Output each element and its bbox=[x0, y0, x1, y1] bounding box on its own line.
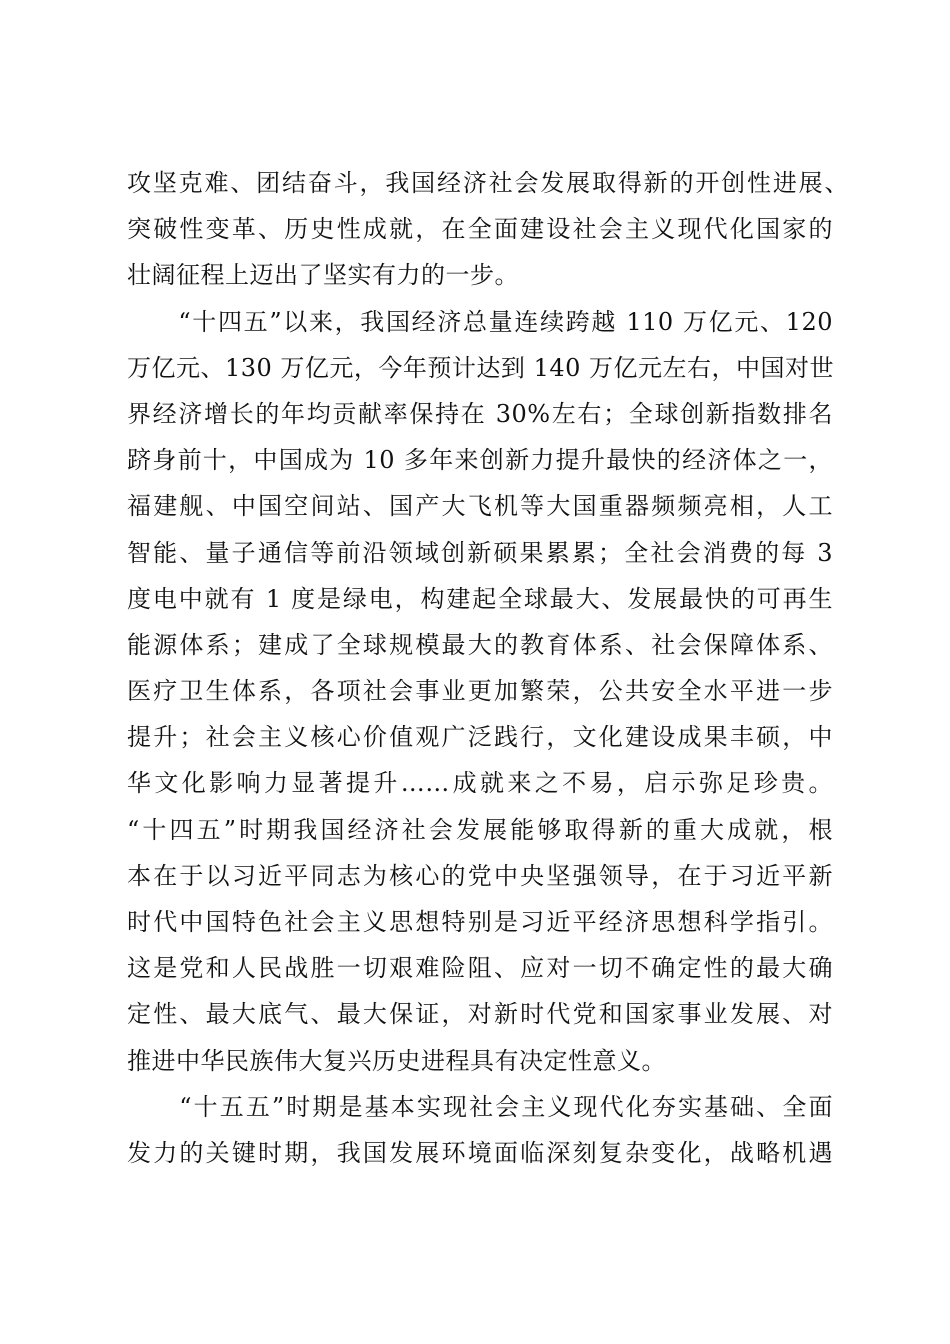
text-line: “十四五”时期我国经济社会发展能够取得新的重大成就，根 bbox=[127, 815, 833, 844]
text-line: “十五五”时期是基本实现社会主义现代化夯实基础、全面 bbox=[127, 1092, 833, 1121]
text-line: 福建舰、中国空间站、国产大飞机等大国重器频频亮相，人工 bbox=[127, 492, 833, 521]
text-line: “十四五”以来，我国经济总量连续跨越 110 万亿元、120 bbox=[127, 307, 833, 336]
text-line: 推进中华民族伟大复兴历史进程具有决定性意义。 bbox=[127, 1046, 666, 1075]
text-line: 壮阔征程上迈出了坚实有力的一步。 bbox=[127, 261, 519, 290]
text-line: 攻坚克难、团结奋斗，我国经济社会发展取得新的开创性进展、 bbox=[127, 169, 849, 197]
text-line: 万亿元、130 万亿元，今年预计达到 140 万亿元左右，中国对世 bbox=[127, 353, 835, 382]
text-line: 时代中国特色社会主义思想特别是习近平经济思想科学指引。 bbox=[127, 908, 833, 936]
text-line: 突破性变革、历史性成就，在全面建设社会主义现代化国家的 bbox=[127, 215, 833, 244]
text-line: 界经济增长的年均贡献率保持在 30%左右；全球创新指数排名 bbox=[127, 399, 833, 428]
text-line: 跻身前十，中国成为 10 多年来创新力提升最快的经济体之一， bbox=[127, 446, 833, 475]
text-line: 定性、最大底气、最大保证，对新时代党和国家事业发展、对 bbox=[127, 1000, 833, 1029]
text-line: 华文化影响力显著提升……成就来之不易，启示弥足珍贵。 bbox=[127, 769, 833, 798]
paragraph-1 bbox=[127, 160, 849, 299]
text-line: 发力的关键时期，我国发展环境面临深刻复杂变化，战略机遇 bbox=[127, 1138, 833, 1167]
document-page bbox=[127, 160, 849, 1176]
text-line: 能源体系；建成了全球规模最大的教育体系、社会保障体系、 bbox=[127, 630, 833, 659]
text-line: 度电中就有 1 度是绿电，构建起全球最大、发展最快的可再生 bbox=[127, 584, 833, 613]
paragraph-3 bbox=[127, 1084, 833, 1176]
text-line: 医疗卫生体系，各项社会事业更加繁荣，公共安全水平进一步 bbox=[127, 677, 833, 706]
text-line: 提升；社会主义核心价值观广泛践行，文化建设成果丰硕，中 bbox=[127, 723, 833, 752]
paragraph-2 bbox=[127, 299, 833, 1084]
text-line: 本在于以习近平同志为核心的党中央坚强领导，在于习近平新 bbox=[127, 861, 833, 890]
text-line: 这是党和人民战胜一切艰难险阻、应对一切不确定性的最大确 bbox=[127, 954, 833, 983]
text-line: 智能、量子通信等前沿领域创新硕果累累；全社会消费的每 3 bbox=[127, 538, 833, 567]
